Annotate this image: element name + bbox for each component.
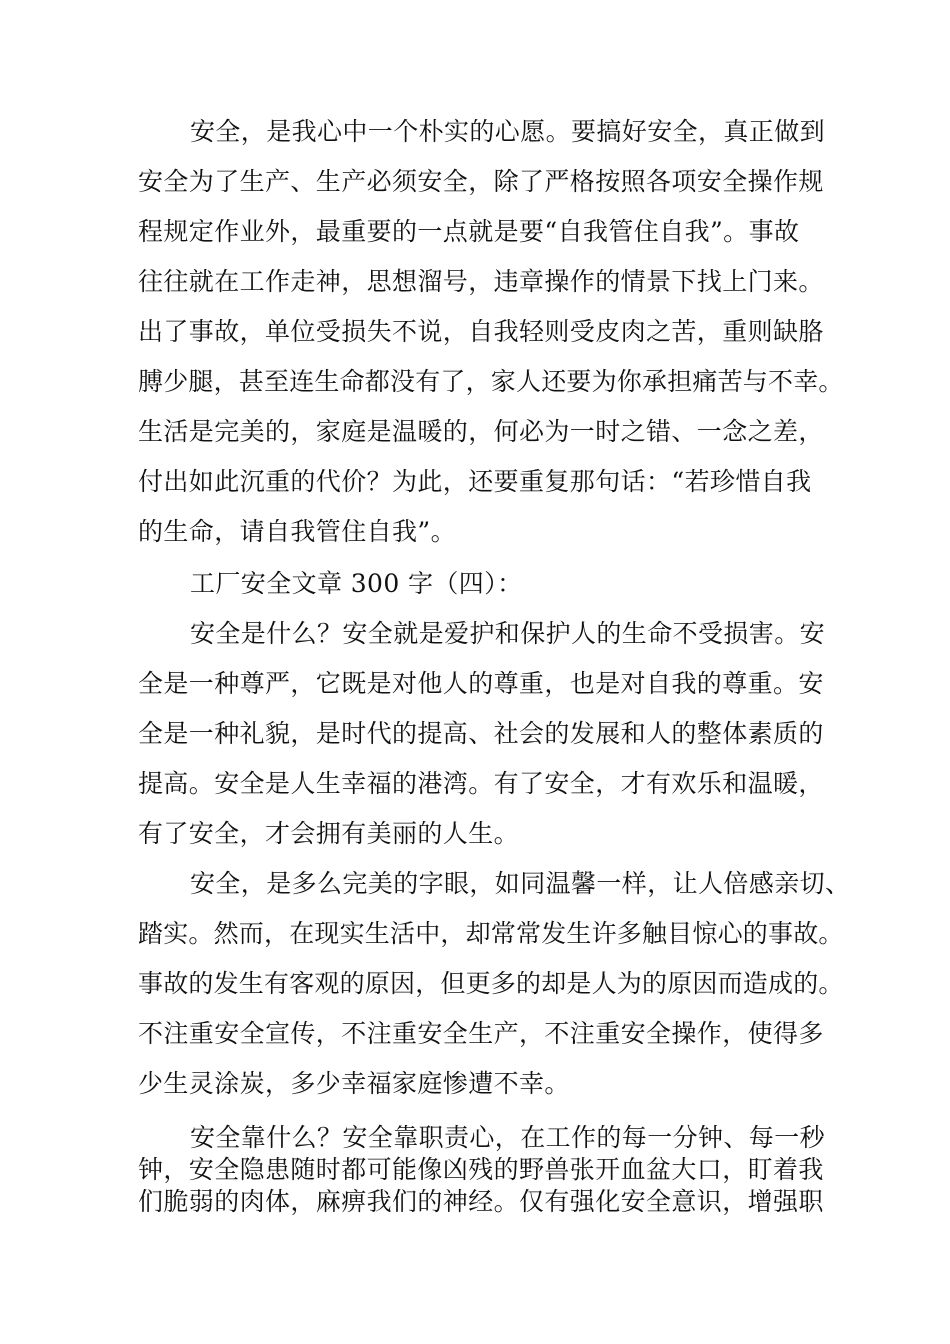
paragraph-3-line-4: 不注重安全宣传，不注重安全生产，不注重安全操作，使得多 bbox=[138, 1019, 824, 1048]
paragraph-3-line-3: 事故的发生有客观的原因，但更多的却是人为的原因而造成的。 bbox=[138, 969, 844, 998]
paragraph-1-line-4: 往往就在工作走神，思想溜号，违章操作的情景下找上门来。 bbox=[138, 267, 824, 296]
paragraph-3-line-5: 少生灵涂炭，多少幸福家庭惨遭不幸。 bbox=[138, 1069, 570, 1098]
paragraph-1-line-7: 生活是完美的，家庭是温暖的，何必为一时之错、一念之差， bbox=[138, 417, 824, 446]
paragraph-4-line-2: 钟，安全隐患随时都可能像凶残的野兽张开血盆大口，盯着我 bbox=[138, 1155, 824, 1184]
paragraph-2-line-1: 安全是什么？安全就是爱护和保护人的生命不受损害。安 bbox=[190, 619, 826, 648]
paragraph-1-line-6: 膊少腿，甚至连生命都没有了，家人还要为你承担痛苦与不幸。 bbox=[138, 367, 844, 396]
paragraph-1-line-3: 程规定作业外，最重要的一点就是要“自我管住自我”。事故 bbox=[138, 217, 800, 246]
paragraph-1-line-9: 的生命，请自我管住自我”。 bbox=[138, 517, 456, 546]
paragraph-2-line-3: 全是一种礼貌，是时代的提高、社会的发展和人的整体素质的 bbox=[138, 719, 824, 748]
paragraph-1-line-5: 出了事故，单位受损失不说，自我轻则受皮肉之苦，重则缺胳 bbox=[138, 317, 824, 346]
paragraph-1-line-8: 付出如此沉重的代价？为此，还要重复那句话：“若珍惜自我 bbox=[138, 467, 812, 496]
paragraph-4-line-1: 安全靠什么？安全靠职责心，在工作的每一分钟、每一秒 bbox=[190, 1123, 826, 1152]
paragraph-3-line-1: 安全，是多么完美的字眼，如同温馨一样，让人倍感亲切、 bbox=[190, 869, 851, 898]
paragraph-3-line-2: 踏实。然而，在现实生活中，却常常发生许多触目惊心的事故。 bbox=[138, 919, 844, 948]
paragraph-2-line-2: 全是一种尊严，它既是对他人的尊重，也是对自我的尊重。安 bbox=[138, 669, 824, 698]
paragraph-2-line-5: 有了安全，才会拥有美丽的人生。 bbox=[138, 819, 520, 848]
paragraph-1-line-2: 安全为了生产、生产必须安全，除了严格按照各项安全操作规 bbox=[138, 167, 824, 196]
section-heading: 工厂安全文章 300 字（四）： bbox=[190, 569, 523, 598]
paragraph-1-line-1: 安全，是我心中一个朴实的心愿。要搞好安全，真正做到 bbox=[190, 117, 826, 146]
paragraph-4-line-3: 们脆弱的肉体，麻痹我们的神经。仅有强化安全意识，增强职 bbox=[138, 1187, 824, 1216]
paragraph-2-line-4: 提高。安全是人生幸福的港湾。有了安全，才有欢乐和温暖， bbox=[138, 769, 824, 798]
